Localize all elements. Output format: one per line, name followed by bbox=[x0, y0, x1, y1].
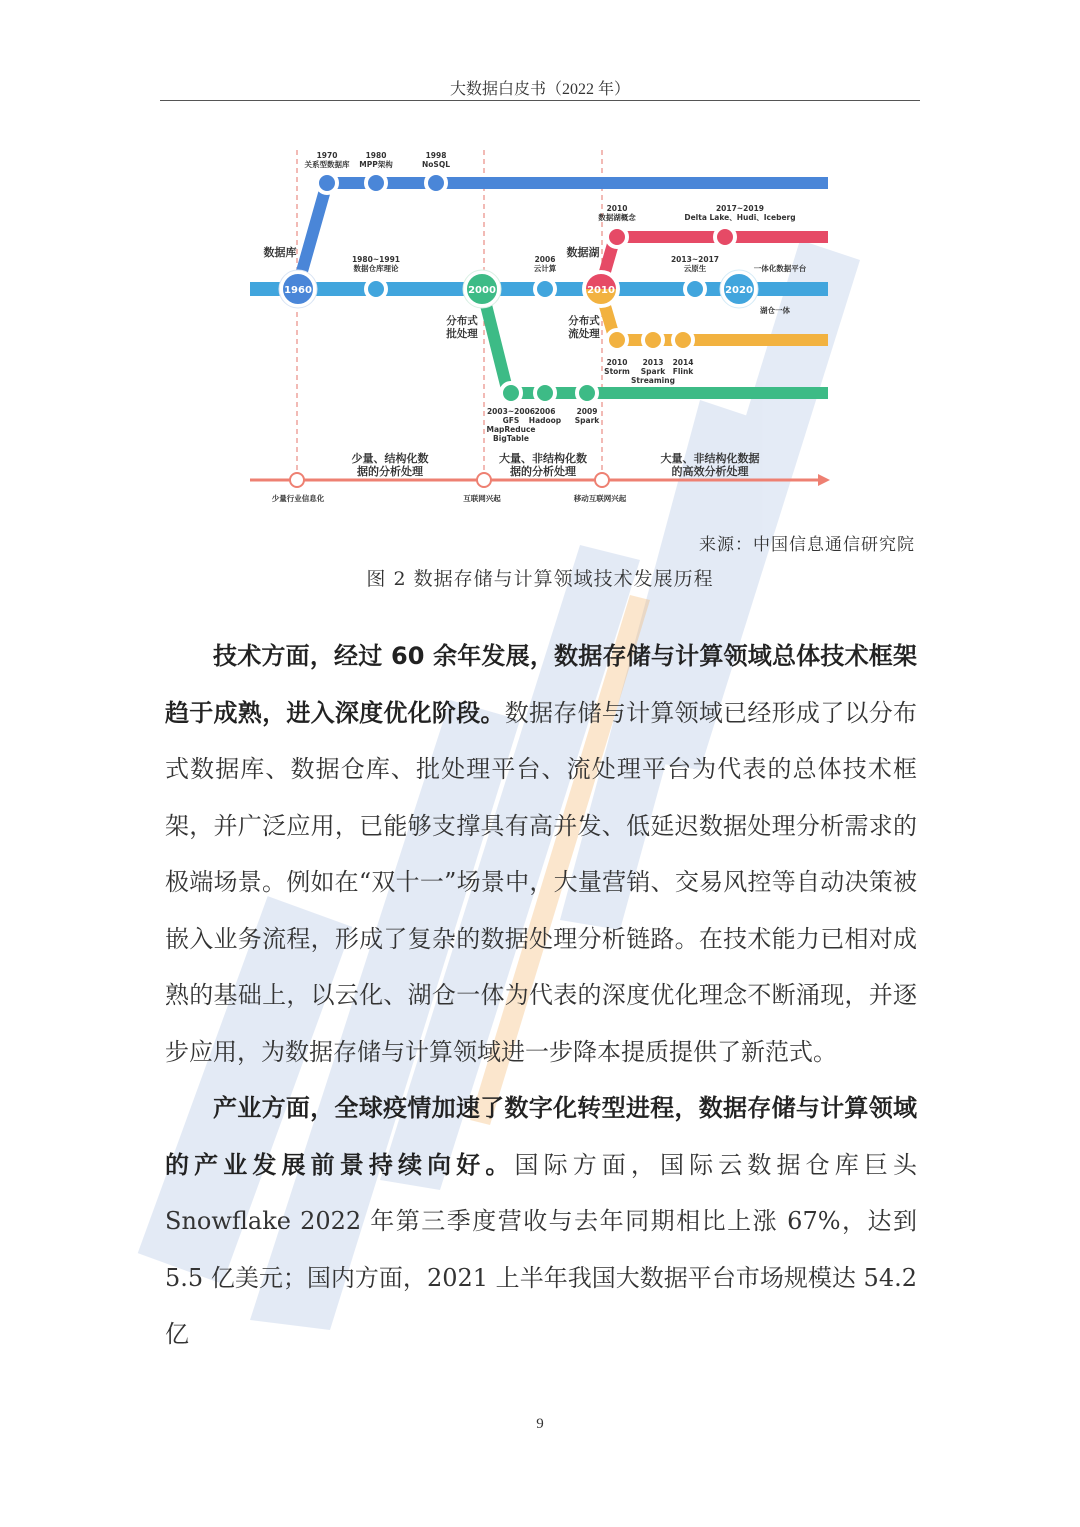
paragraph-text: 数据存储与计算领域已经形成了以分布式数据库、数据仓库、批处理平台、流处理平台为代表的总体技术框架，并广泛应用，已能够支撑具有高并发、低延迟数据处理分析需求的极端场景。例如在“双十一”场景中，大量营销、交易风控等自动决策被嵌入业务流程，形成了复杂的数据处理分析链路。在技术能力已相对成熟的基础上，以云化、湖仓一体为代表的深度优化理念不断涌现，并逐步应用，为数据存储与计算领域进一步降本提质提供了新范式。 bbox=[165, 698, 917, 1066]
svg-text:分布式: 分布式 bbox=[568, 315, 600, 327]
svg-text:2009: 2009 bbox=[576, 407, 598, 416]
svg-text:Streaming: Streaming bbox=[631, 376, 675, 385]
svg-text:移动互联网兴起: 移动互联网兴起 bbox=[573, 494, 627, 503]
svg-text:少量行业信息化: 少量行业信息化 bbox=[271, 494, 325, 503]
svg-text:BigTable: BigTable bbox=[493, 434, 529, 443]
svg-text:2020: 2020 bbox=[725, 285, 753, 296]
lake-track-label: 数据湖 bbox=[566, 246, 600, 259]
svg-text:Spark: Spark bbox=[574, 416, 600, 425]
svg-text:Storm: Storm bbox=[604, 367, 630, 376]
svg-text:据的分析处理: 据的分析处理 bbox=[510, 465, 576, 478]
svg-text:2000: 2000 bbox=[468, 285, 496, 296]
svg-text:大量、非结构化数据: 大量、非结构化数据 bbox=[660, 452, 760, 465]
svg-text:NoSQL: NoSQL bbox=[422, 160, 450, 169]
svg-text:数据仓库理论: 数据仓库理论 bbox=[353, 264, 399, 273]
svg-text:少量、结构化数: 少量、结构化数 bbox=[351, 452, 429, 465]
paragraph-industry bbox=[165, 1080, 917, 1363]
svg-text:云计算: 云计算 bbox=[533, 264, 557, 273]
stream-track bbox=[600, 289, 828, 340]
svg-text:批处理: 批处理 bbox=[446, 328, 478, 340]
svg-text:1970: 1970 bbox=[316, 151, 338, 160]
svg-text:2010: 2010 bbox=[606, 358, 628, 367]
svg-text:2010: 2010 bbox=[606, 204, 628, 213]
svg-text:湖仓一体: 湖仓一体 bbox=[760, 306, 790, 315]
svg-text:互联网兴起: 互联网兴起 bbox=[463, 494, 501, 503]
paragraph-lead: 技术方面，经过 60 余年发展，数据存储与计算领域总体技术框架趋于成熟，进入深度优化阶段。 bbox=[165, 642, 917, 727]
svg-text:关系型数据库: 关系型数据库 bbox=[304, 160, 350, 169]
running-header: 大数据白皮书（2022 年） bbox=[449, 81, 630, 98]
svg-text:2010: 2010 bbox=[587, 285, 615, 296]
svg-text:Flink: Flink bbox=[672, 367, 694, 376]
timeline-figure bbox=[240, 140, 840, 520]
technology-timeline-diagram bbox=[240, 140, 840, 520]
database-nodes bbox=[305, 151, 451, 193]
stream-nodes bbox=[604, 330, 694, 385]
svg-text:2006: 2006 bbox=[534, 407, 556, 416]
svg-text:Delta Lake、Hudi、Iceberg: Delta Lake、Hudi、Iceberg bbox=[684, 213, 796, 222]
svg-text:MPP架构: MPP架构 bbox=[359, 160, 393, 169]
svg-text:数据湖概念: 数据湖概念 bbox=[598, 213, 636, 222]
svg-text:Spark: Spark bbox=[640, 367, 666, 376]
paragraph-text: 国际方面，国际云数据仓库巨头 Snowflake 2022 年第三季度营收与去年同期相比上涨 67%，达到 5.5 亿美元；国内方面，2021 上半年我国大数据平台市场规模达 54.2 亿 bbox=[165, 1150, 918, 1348]
svg-text:1960: 1960 bbox=[284, 285, 312, 296]
page-number: 9 bbox=[536, 1416, 544, 1432]
svg-text:2014: 2014 bbox=[672, 358, 694, 367]
svg-text:一体化数据平台: 一体化数据平台 bbox=[753, 264, 807, 273]
paragraph-technology bbox=[165, 628, 917, 1080]
svg-text:GFS: GFS bbox=[502, 416, 520, 425]
svg-text:2003~2006: 2003~2006 bbox=[486, 407, 536, 416]
svg-text:大量、非结构化数: 大量、非结构化数 bbox=[499, 452, 587, 465]
svg-text:的高效分析处理: 的高效分析处理 bbox=[671, 465, 749, 478]
svg-text:云原生: 云原生 bbox=[683, 264, 707, 273]
svg-text:分布式: 分布式 bbox=[446, 315, 478, 327]
svg-text:流处理: 流处理 bbox=[568, 328, 600, 340]
database-track-label: 数据库 bbox=[263, 246, 297, 259]
batch-nodes bbox=[487, 383, 601, 443]
svg-text:1998: 1998 bbox=[425, 151, 447, 160]
figure-source: 来源：中国信息通信研究院 bbox=[699, 535, 915, 555]
svg-text:2006: 2006 bbox=[534, 255, 556, 264]
figure-caption: 图 2 数据存储与计算领域技术发展历程 bbox=[366, 568, 714, 590]
svg-text:Hadoop: Hadoop bbox=[528, 416, 562, 425]
svg-text:2017~2019: 2017~2019 bbox=[715, 204, 765, 213]
svg-text:2013~2017: 2013~2017 bbox=[670, 255, 720, 264]
svg-text:MapReduce: MapReduce bbox=[486, 425, 536, 434]
svg-text:1980: 1980 bbox=[365, 151, 387, 160]
svg-text:1980~1991: 1980~1991 bbox=[351, 255, 401, 264]
svg-text:2013: 2013 bbox=[642, 358, 664, 367]
era-separators bbox=[297, 150, 602, 478]
svg-text:据的分析处理: 据的分析处理 bbox=[357, 465, 423, 478]
body-text bbox=[165, 628, 917, 1363]
paragraph-lead: 产业方面，全球疫情加速了数字化转型进程，数据存储与计算领域的产业发展前景持续向好。 bbox=[165, 1094, 917, 1179]
header-rule bbox=[160, 100, 920, 101]
